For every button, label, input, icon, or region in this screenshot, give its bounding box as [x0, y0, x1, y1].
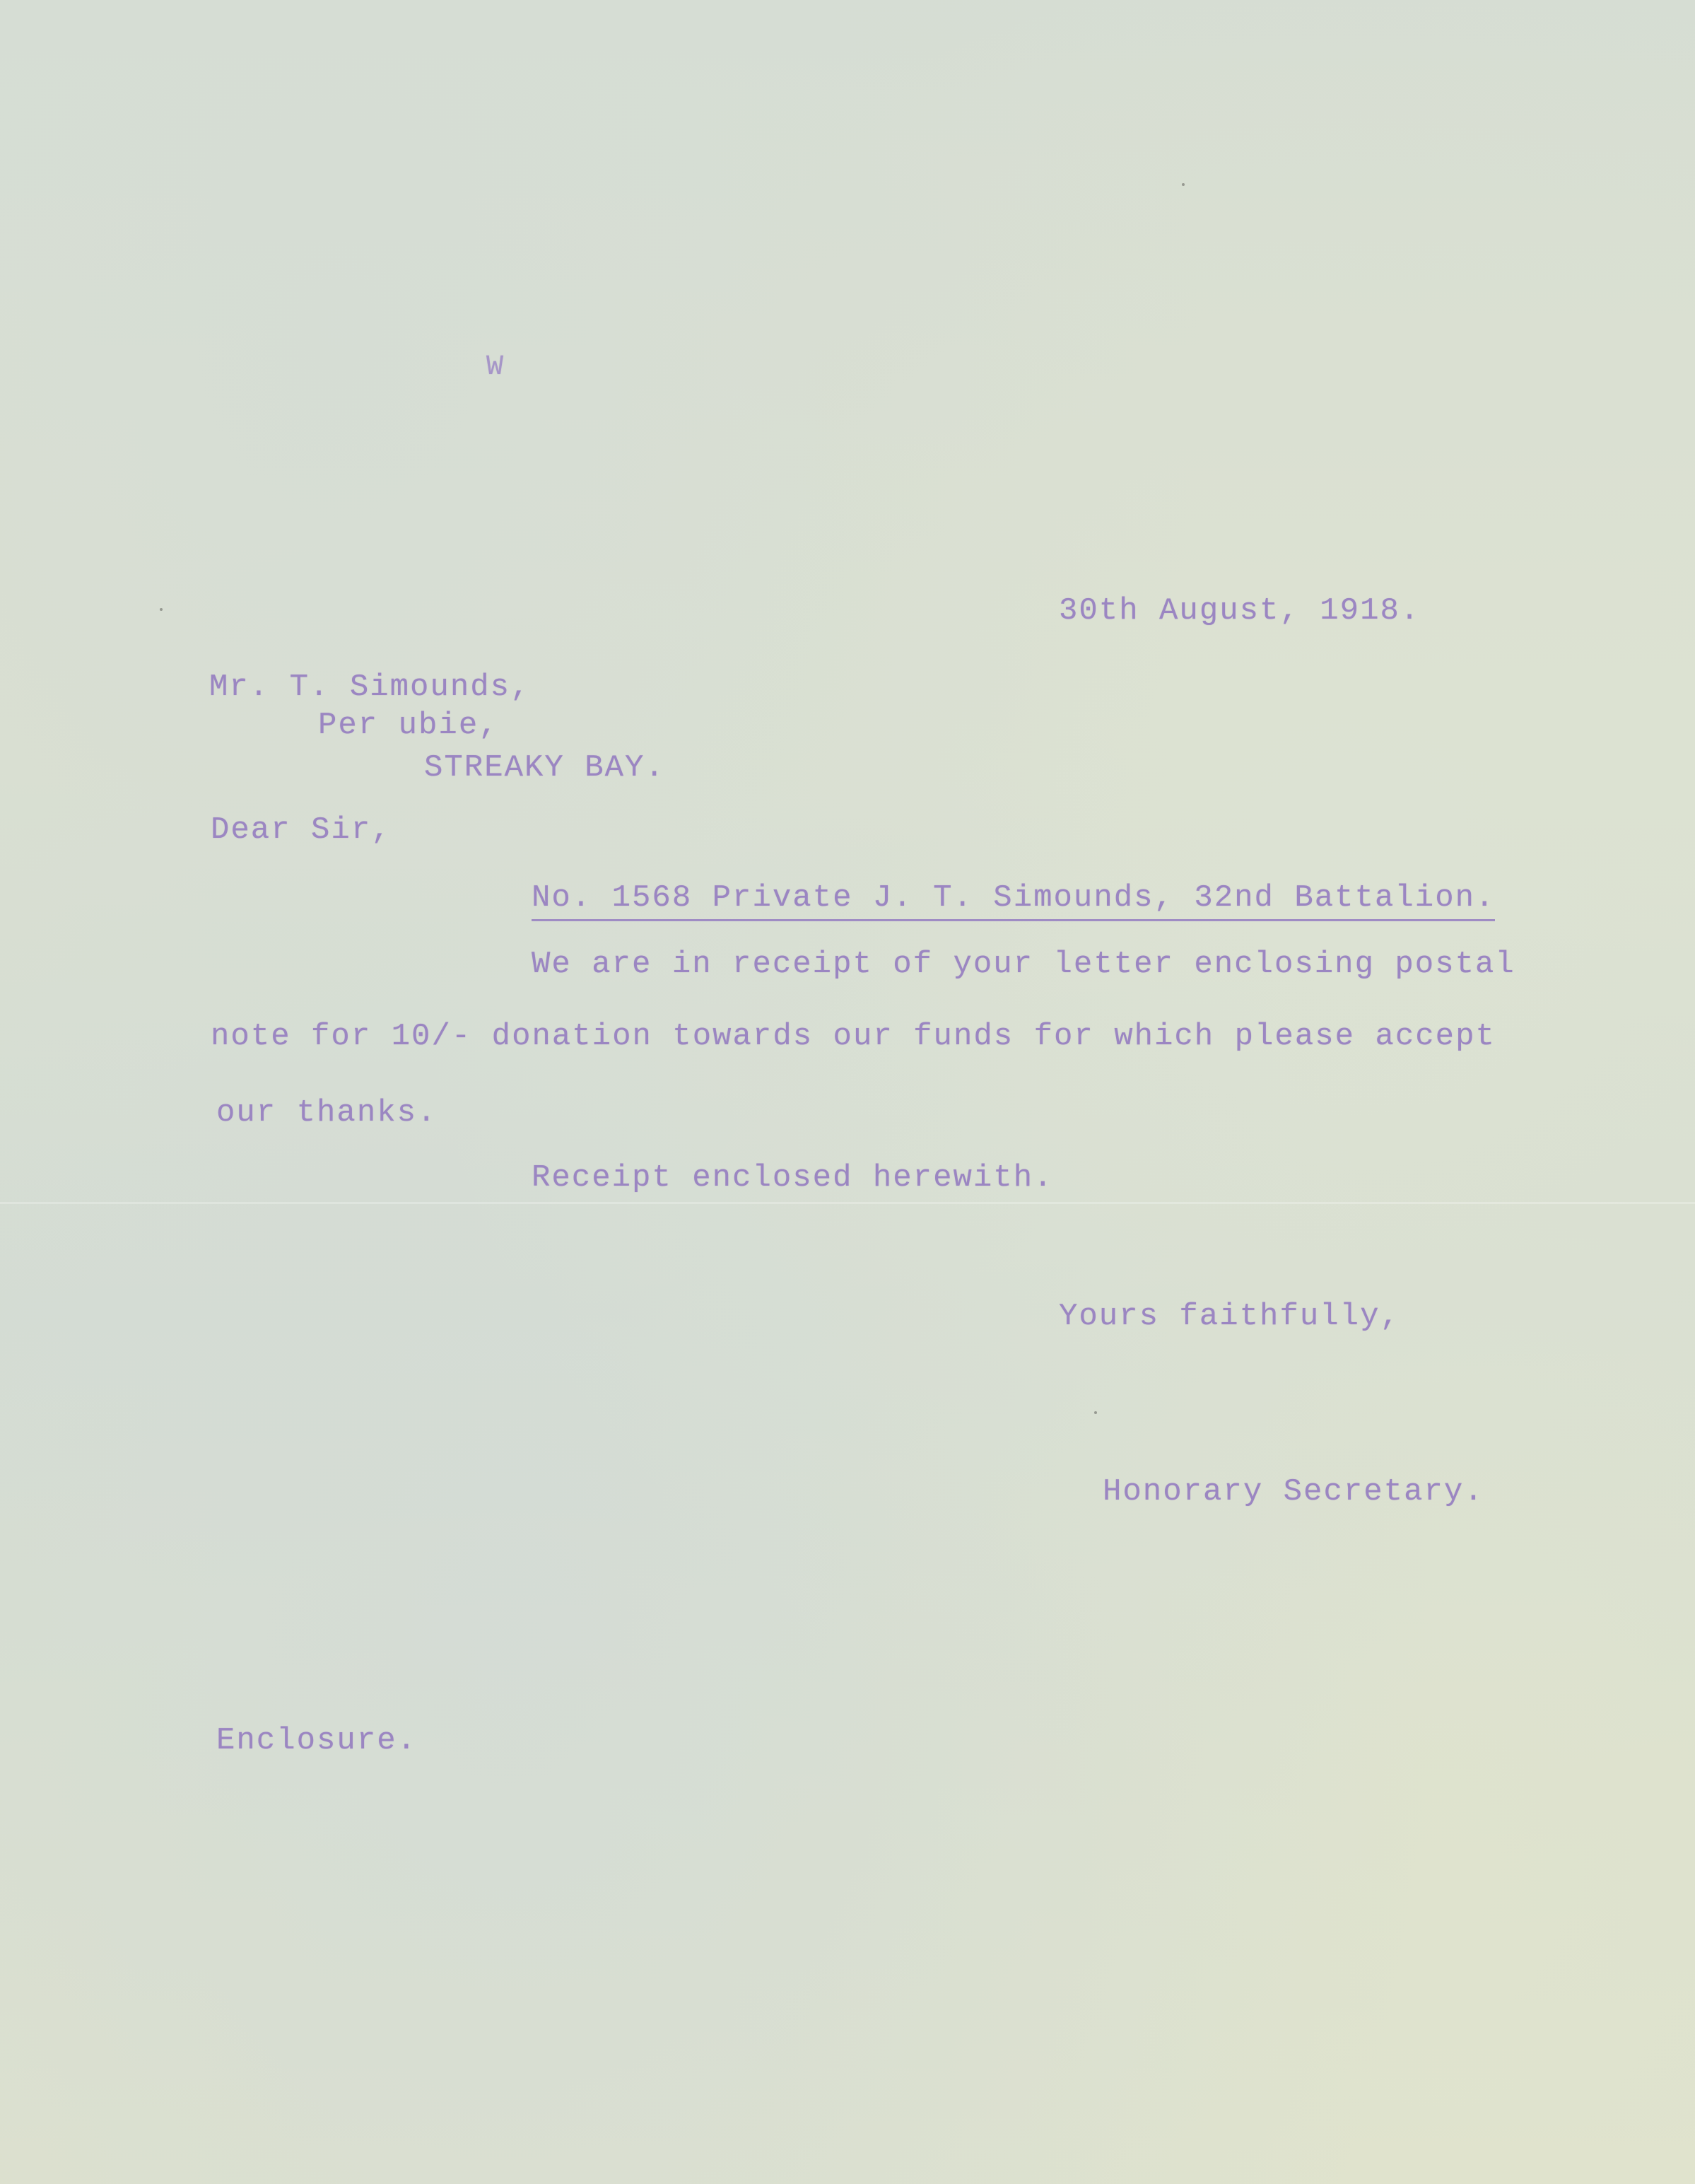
file-mark: W [486, 351, 505, 383]
paper-fold-line [0, 1202, 1695, 1204]
body-line-4: Receipt enclosed herewith. [532, 1160, 1054, 1196]
paper-speck [160, 608, 163, 611]
letter-date: 30th August, 1918. [1059, 593, 1421, 629]
signature-title: Honorary Secretary. [1103, 1474, 1484, 1509]
body-line-2: note for 10/- donation towards our funds for which please accept [211, 1019, 1496, 1054]
paper-speck [1094, 1411, 1097, 1414]
addressee-town: STREAKY BAY. [424, 750, 665, 786]
addressee-place: Per ubie, [318, 708, 499, 743]
closing: Yours faithfully, [1059, 1299, 1400, 1334]
enclosure-note: Enclosure. [216, 1723, 418, 1758]
subject-line: No. 1568 Private J. T. Simounds, 32nd Battalion. [532, 882, 1495, 921]
addressee-name: Mr. T. Simounds, [209, 670, 531, 705]
paper-speck [1182, 183, 1185, 186]
body-line-3: our thanks. [216, 1095, 438, 1131]
salutation: Dear Sir, [211, 812, 392, 848]
body-line-1: We are in receipt of your letter enclosing postal [532, 947, 1515, 982]
